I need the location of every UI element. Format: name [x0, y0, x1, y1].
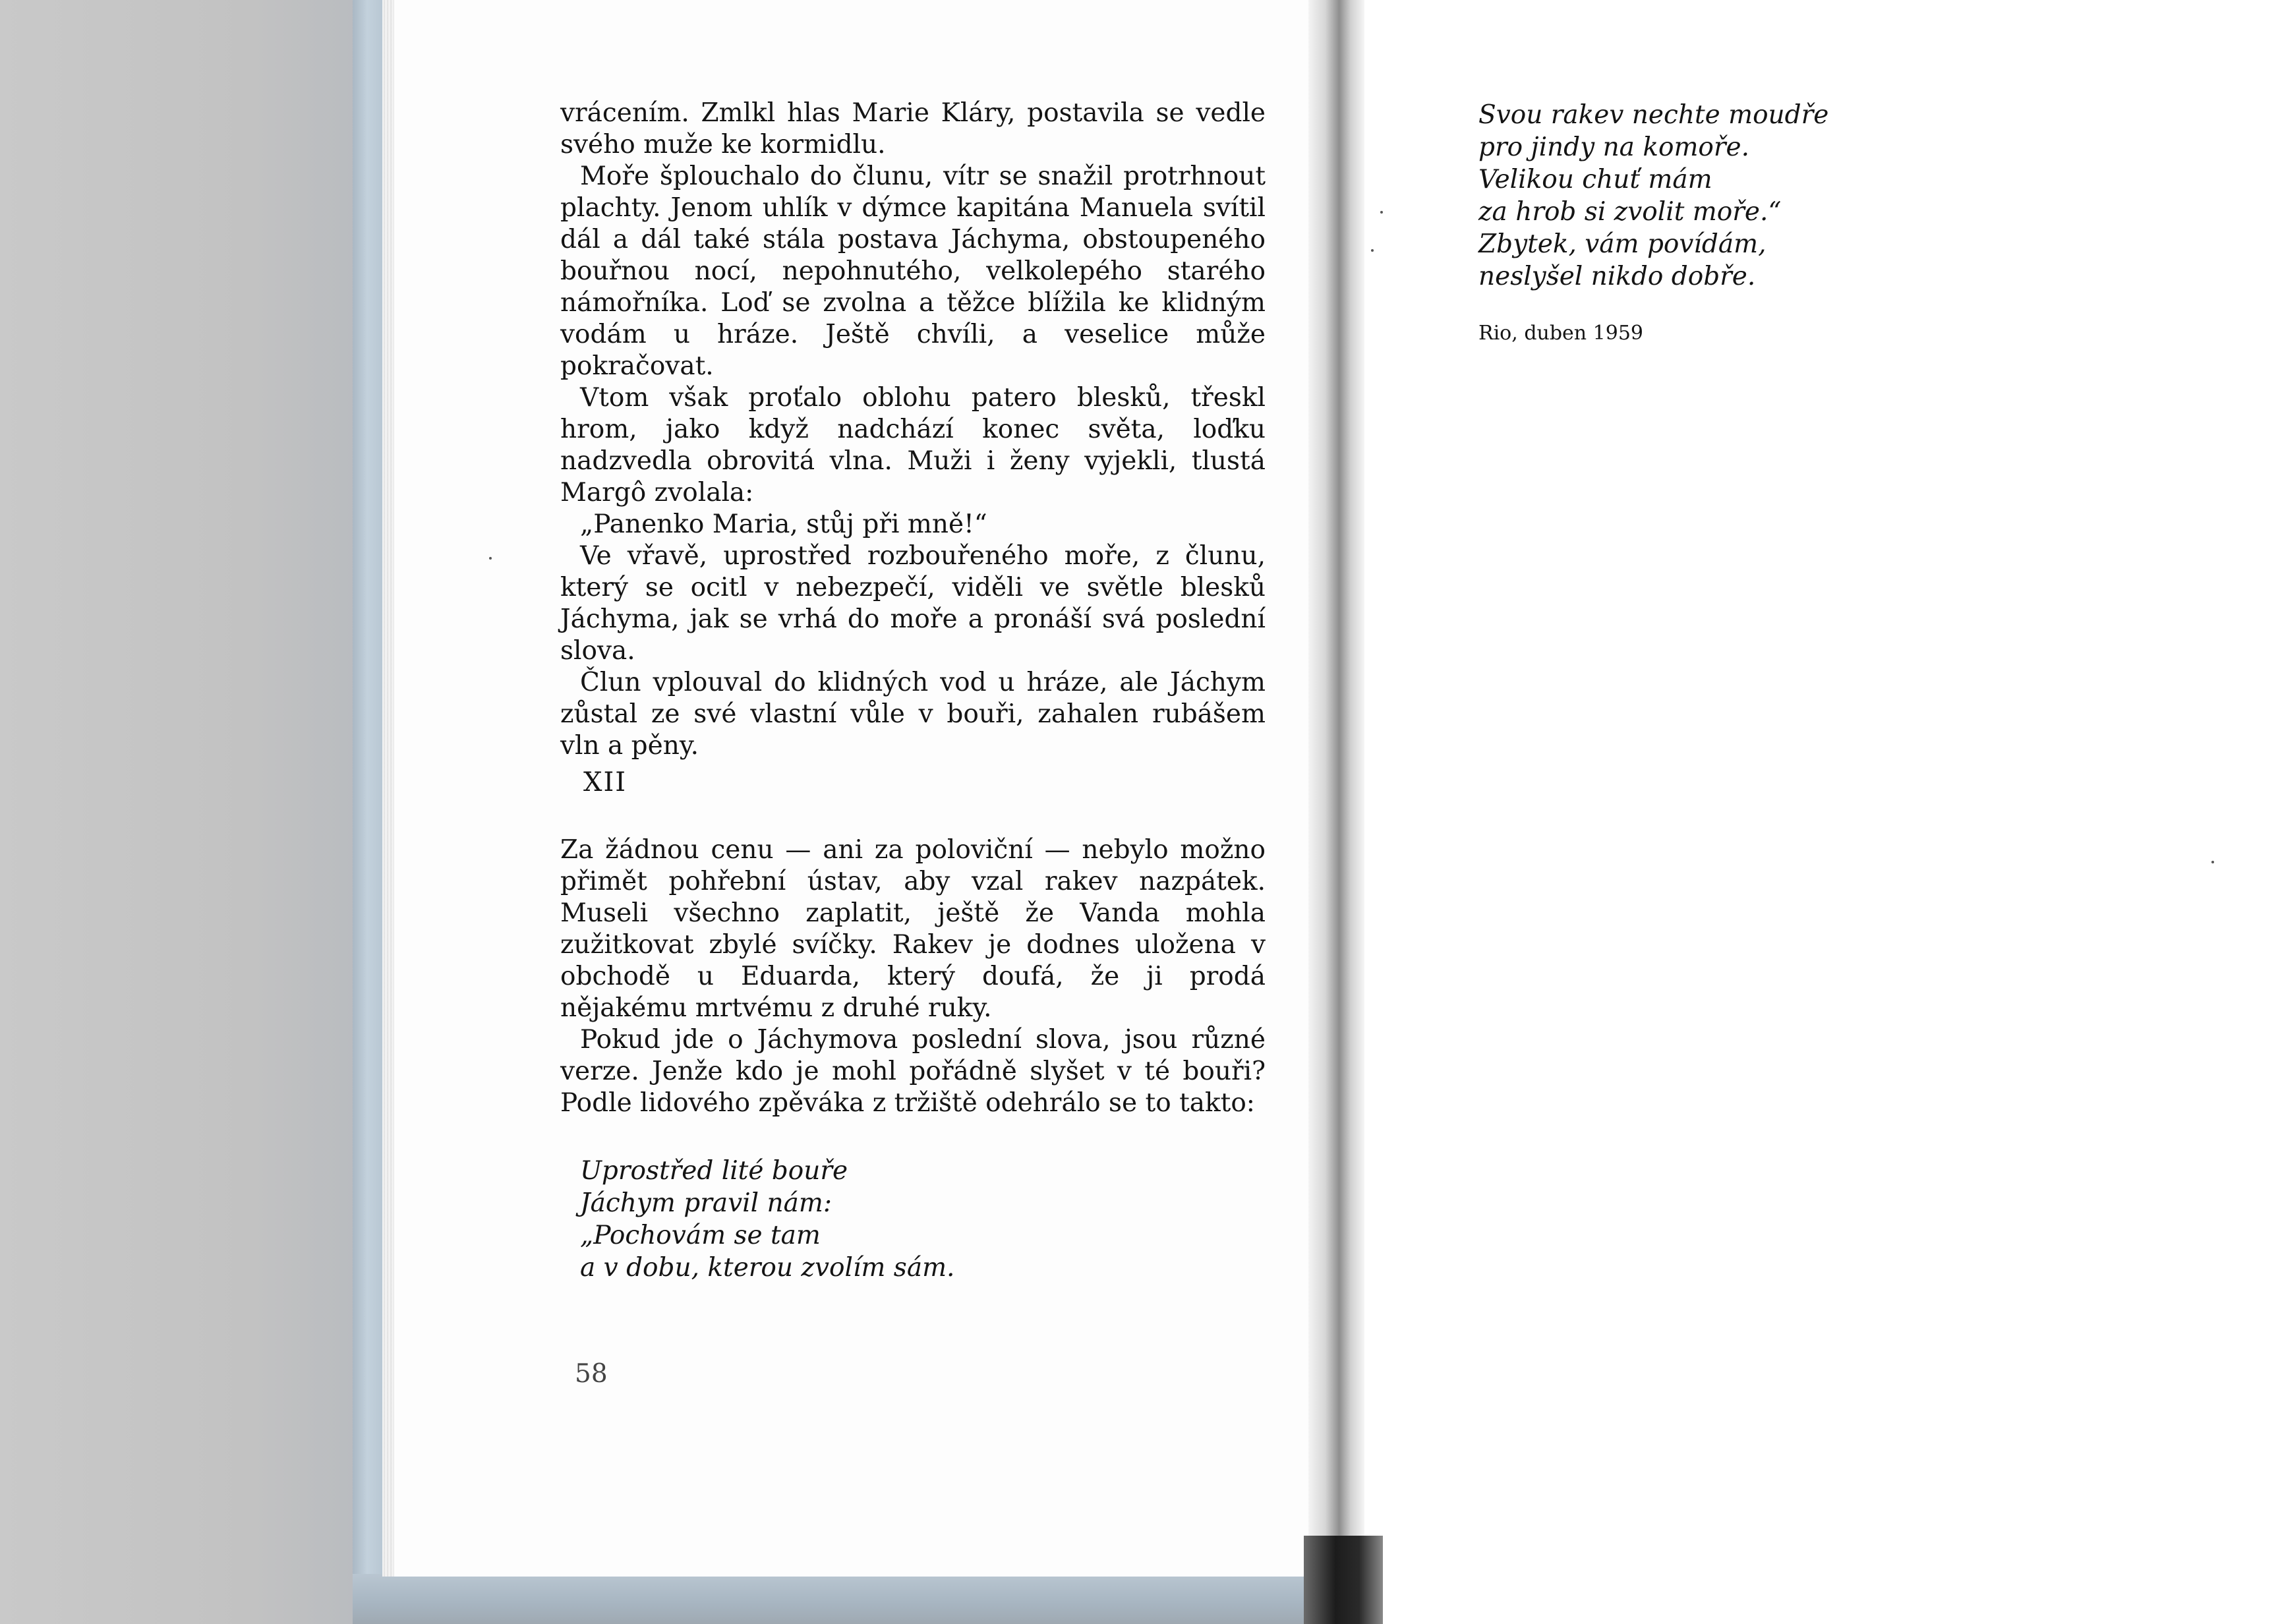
paragraph: vrácením. Zmlkl hlas Marie Kláry, postavila se vedle svého muže ke kormidlu.: [560, 98, 1266, 160]
paragraph: „Panenko Maria, stůj při mně!“: [580, 509, 987, 539]
dust-speck: [1380, 211, 1383, 214]
book-cover-edge: [353, 0, 386, 1624]
verse-line: Uprostřed lité bouře: [580, 1156, 848, 1186]
chapter-heading: XII: [583, 767, 628, 798]
verse-line: Svou rakev nechte moudře: [1478, 100, 1829, 130]
page-number: 58: [575, 1359, 608, 1389]
dust-speck: [1371, 249, 1374, 252]
book-cover-bottom-edge: [353, 1574, 1308, 1624]
scanner-background: [0, 0, 359, 1624]
right-page-verse: [1478, 99, 1828, 293]
page-stack-edge: [382, 0, 394, 1577]
dateline: Rio, duben 1959: [1478, 322, 1644, 345]
left-page-text-bottom: [560, 834, 1266, 1119]
verse-line: pro jindy na komoře.: [1478, 132, 1750, 162]
verse-line: Velikou chuť mám: [1478, 165, 1712, 194]
dust-speck: [2211, 861, 2214, 863]
left-page-verse: [580, 1155, 954, 1284]
verse-line: Zbytek, vám povídám,: [1478, 229, 1767, 259]
paragraph: Ve vřavě, uprostřed rozbouřeného moře, z člunu, který se ocitl v nebezpečí, viděli ve světle blesků Jáchyma, jak se vrhá do moře a pronáší svá poslední slova.: [560, 541, 1266, 666]
book-gutter: [1308, 0, 1364, 1624]
paragraph: Vtom však proťalo oblohu patero blesků, třeskl hrom, jako když nadchází konec světa, loďku nadzvedla obrovitá vlna. Muži i ženy vyjekli, tlustá Margô zvolala:: [560, 383, 1266, 508]
paragraph: Člun vplouval do klidných vod u hráze, ale Jáchym zůstal ze své vlastní vůle v bouři, zahalen rubášem vln a pěny.: [560, 668, 1266, 761]
verse-line: neslyšel nikdo dobře.: [1478, 262, 1756, 291]
paragraph: Pokud jde o Jáchymova poslední slova, jsou různé verze. Jenže kdo je mohl pořádně slyšet v té bouři? Podle lidového zpěváka z tržiště odehrálo se to takto:: [560, 1025, 1266, 1118]
gutter-shadow: [1304, 1536, 1383, 1624]
dust-speck: [489, 557, 492, 560]
verse-line: a v dobu, kterou zvolím sám.: [580, 1253, 955, 1283]
verse-line: za hrob si zvolit moře.“: [1478, 197, 1782, 227]
paragraph: Za žádnou cenu — ani za poloviční — nebylo možno přimět pohřební ústav, aby vzal rakev nazpátek. Museli všechno zaplatit, ještě že Vanda mohla zužitkovat zbylé svíčky. Rakev je dodnes uložena v obchodě u Eduarda, který doufá, že ji prodá nějakému mrtvému z druhé ruky.: [560, 835, 1266, 1023]
left-page-text-top: [560, 98, 1266, 762]
paragraph: Moře šplouchalo do člunu, vítr se snažil protrhnout plachty. Jenom uhlík v dýmce kapitána Manuela svítil dál a dál také stála postava Jáchyma, obstoupeného bouřnou nocí, nepohnutého, velkolepého starého námořníka. Loď se zvolna a těžce blížila ke klidným vodám u hráze. Ještě chvíli, a veselice může pokračovat.: [560, 161, 1266, 381]
verse-line: „Pochovám se tam: [580, 1221, 821, 1250]
verse-line: Jáchym pravil nám:: [580, 1188, 832, 1218]
